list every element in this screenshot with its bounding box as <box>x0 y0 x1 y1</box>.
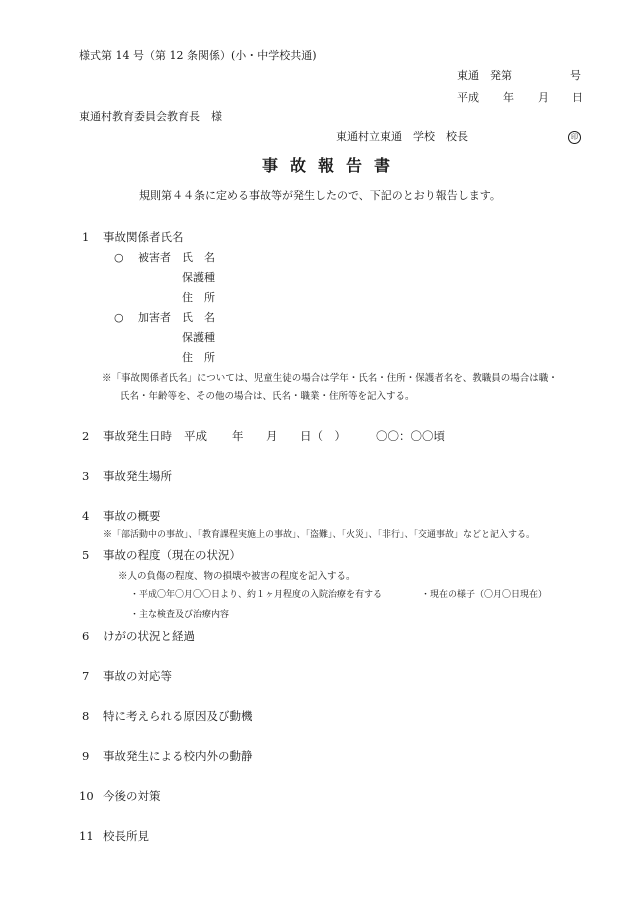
date-year: 年 <box>503 91 514 104</box>
section-9-number: 9 <box>82 749 90 763</box>
occurrence-day: 日（ ） <box>300 429 346 443</box>
section-7-label: 事故の対応等 <box>103 669 172 683</box>
section-7-number: 7 <box>82 669 90 683</box>
victim-name-field: 氏 名 <box>182 251 215 264</box>
victim-label: 被害者 <box>138 251 171 264</box>
perpetrator-address-field: 住 所 <box>182 351 215 364</box>
page-title: 事故報告書 <box>262 156 403 175</box>
section-1-note-line2: 氏名・年齢等を、その他の場合は、氏名・職業・住所等を記入する。 <box>120 391 415 402</box>
occurrence-year: 年 <box>232 429 244 443</box>
section-11-label: 校長所見 <box>103 829 149 843</box>
section-11-number: 11 <box>79 829 94 843</box>
section-3-number: 3 <box>82 469 90 483</box>
section-6-number: 6 <box>82 629 90 643</box>
section-8-number: 8 <box>82 709 90 723</box>
section-4-number: 4 <box>82 509 90 523</box>
section-9-label: 事故発生による校内外の動静 <box>103 749 253 763</box>
doc-number-prefix: 東通 発第 <box>457 69 512 82</box>
section-1-note-line1: ※「事故関係者氏名」については、児童生徒の場合は学年・氏名・住所・保護者名を、教職員の場合は職・ <box>102 373 558 384</box>
seal-mark <box>568 130 581 144</box>
section-2-label: 事故発生日時 <box>103 429 172 443</box>
victim-mark: ○ <box>114 251 124 264</box>
section-8-label: 特に考えられる原因及び動機 <box>103 709 253 723</box>
section-6-label: けがの状況と経過 <box>103 629 195 643</box>
victim-address-field: 住 所 <box>182 291 215 304</box>
section-1-number: 1 <box>82 230 90 244</box>
date-era: 平成 <box>457 91 479 104</box>
perpetrator-mark: ○ <box>114 311 124 324</box>
occurrence-era: 平成 <box>184 429 207 443</box>
section-5-note: ※人の負傷の程度、物の損壊や被害の程度を記入する。 <box>118 571 356 582</box>
date-month: 月 <box>538 91 549 104</box>
occurrence-time: 〇〇：〇〇頃 <box>376 429 445 443</box>
section-5-bullet-1: ・平成〇年〇月〇〇日より、約１ヶ月程度の入院治療を有する <box>130 590 383 600</box>
section-1-label: 事故関係者氏名 <box>103 230 184 244</box>
intro-text: 規則第４４条に定める事故等が発生したので、下記のとおり報告します。 <box>139 189 501 202</box>
perpetrator-label: 加害者 <box>138 311 171 324</box>
section-5-bullet-2: ・主な検査及び治療内容 <box>130 610 230 620</box>
doc-number-suffix: 号 <box>570 69 581 82</box>
occurrence-month: 月 <box>266 429 278 443</box>
victim-guardian-field: 保護種 <box>182 271 215 284</box>
sender: 東通村立東通 学校 校長 <box>336 130 468 143</box>
perpetrator-name-field: 氏 名 <box>182 311 215 324</box>
section-4-label: 事故の概要 <box>103 509 161 523</box>
form-number: 様式第 14 号（第 12 条関係）(小・中学校共通) <box>79 49 317 62</box>
section-4-note: ※「部活動中の事故」、「教育課程実施上の事故」、「盗難」、「火災」、「非行」、「交通事故」などと記入する。 <box>103 530 536 540</box>
date-day: 日 <box>572 91 583 104</box>
section-3-label: 事故発生場所 <box>103 469 172 483</box>
section-10-label: 今後の対策 <box>103 789 161 803</box>
section-5-bullet-current: ・現在の様子（〇月〇日現在） <box>421 590 548 600</box>
section-5-label: 事故の程度（現在の状況） <box>103 548 241 562</box>
section-5-number: 5 <box>82 548 90 562</box>
addressee: 東通村教育委員会教育長 様 <box>79 110 222 123</box>
seal-icon: 印 <box>568 131 581 144</box>
perpetrator-guardian-field: 保護種 <box>182 331 215 344</box>
section-2-number: 2 <box>82 429 90 443</box>
section-10-number: 10 <box>79 789 94 803</box>
